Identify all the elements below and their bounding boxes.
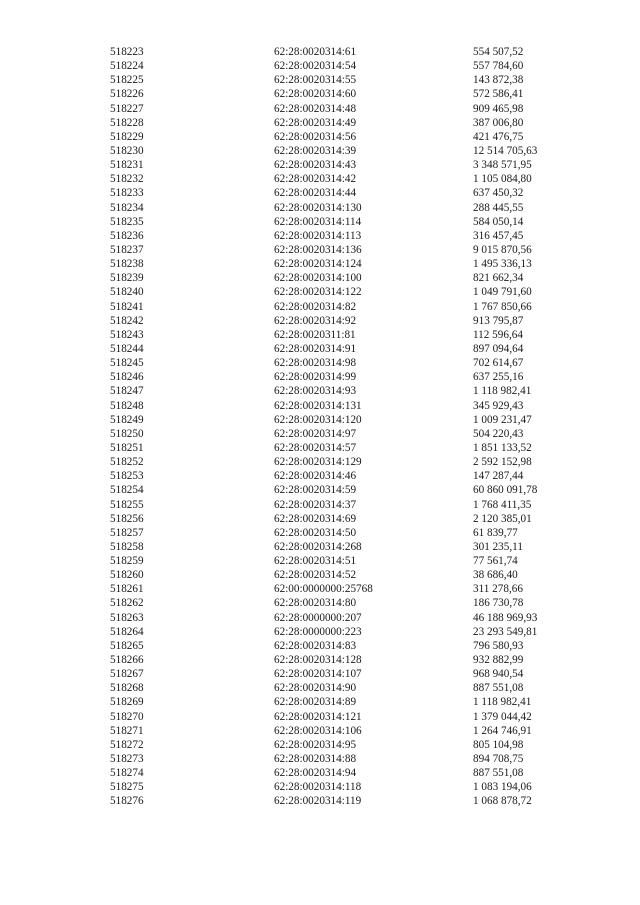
table-row <box>110 611 580 625</box>
cadastral-number: 62:28:0020314:46 <box>274 470 357 483</box>
cadastral-number: 62:28:0020314:48 <box>274 102 357 115</box>
table-row <box>110 399 580 413</box>
table-row <box>110 102 580 116</box>
record-number: 518274 <box>110 767 144 780</box>
cadastral-value: 968 940,54 <box>473 668 524 681</box>
cadastral-value: 1 768 411,35 <box>473 498 532 511</box>
cadastral-number: 62:28:0020314:107 <box>274 668 362 681</box>
cadastral-value: 1 049 791,60 <box>473 286 532 299</box>
record-number: 518229 <box>110 130 144 143</box>
cadastral-value: 1 105 084,80 <box>473 173 532 186</box>
cadastral-number: 62:28:0020314:39 <box>274 144 357 157</box>
record-number: 518241 <box>110 300 144 313</box>
cadastral-number: 62:28:0020314:88 <box>274 753 357 766</box>
cadastral-number: 62:28:0020314:69 <box>274 512 357 525</box>
record-number: 518261 <box>110 583 144 596</box>
cadastral-number: 62:28:0020314:91 <box>274 342 357 355</box>
cadastral-number: 62:28:0020314:44 <box>274 187 357 200</box>
cadastral-number: 62:28:0020314:118 <box>274 781 362 794</box>
table-row <box>110 116 580 130</box>
cadastral-number: 62:28:0020314:37 <box>274 498 357 511</box>
cadastral-value: 2 120 385,01 <box>473 512 532 525</box>
cadastral-value: 301 235,11 <box>473 540 523 553</box>
record-number: 518271 <box>110 724 144 737</box>
cadastral-value: 894 708,75 <box>473 753 524 766</box>
cadastral-value: 345 929,43 <box>473 399 524 412</box>
record-number: 518265 <box>110 639 144 652</box>
cadastral-value: 1 068 878,72 <box>473 795 532 808</box>
record-number: 518243 <box>110 328 144 341</box>
table-row <box>110 596 580 610</box>
table-row <box>110 738 580 752</box>
cadastral-number: 62:28:0020314:54 <box>274 60 357 73</box>
table-row <box>110 314 580 328</box>
table-row <box>110 639 580 653</box>
cadastral-value: 897 094,64 <box>473 342 524 355</box>
record-number: 518226 <box>110 88 144 101</box>
table-row <box>110 285 580 299</box>
cadastral-number: 62:28:0020314:49 <box>274 116 357 129</box>
cadastral-number: 62:28:0020314:120 <box>274 413 362 426</box>
cadastral-number: 62:28:0020314:52 <box>274 569 357 582</box>
cadastral-value: 557 784,60 <box>473 60 524 73</box>
table-row <box>110 667 580 681</box>
table-row <box>110 87 580 101</box>
cadastral-value: 288 445,55 <box>473 201 524 214</box>
cadastral-number: 62:28:0020314:268 <box>274 540 362 553</box>
cadastral-value: 1 767 850,66 <box>473 300 532 313</box>
cadastral-value: 909 465,98 <box>473 102 524 115</box>
record-number: 518275 <box>110 781 144 794</box>
cadastral-value: 387 006,80 <box>473 116 524 129</box>
cadastral-value: 1 118 982,41 <box>473 385 532 398</box>
cadastral-value: 60 860 091,78 <box>473 484 538 497</box>
record-number: 518230 <box>110 144 144 157</box>
record-number: 518266 <box>110 654 144 667</box>
cadastral-number: 62:28:0020314:124 <box>274 258 362 271</box>
cadastral-value: 1 009 231,47 <box>473 413 532 426</box>
cadastral-number: 62:28:0020314:43 <box>274 159 357 172</box>
cadastral-number: 62:28:0020314:83 <box>274 639 357 652</box>
cadastral-value: 554 507,52 <box>473 46 524 58</box>
cadastral-number: 62:28:0020314:131 <box>274 399 362 412</box>
cadastral-number: 62:28:0020314:130 <box>274 201 362 214</box>
cadastral-number: 62:28:0020314:42 <box>274 173 357 186</box>
record-number: 518244 <box>110 342 144 355</box>
cadastral-value: 46 188 969,93 <box>473 611 538 624</box>
table-row <box>110 653 580 667</box>
table-row <box>110 45 580 59</box>
record-number: 518276 <box>110 795 144 808</box>
table-row <box>110 582 580 596</box>
table-row <box>110 498 580 512</box>
cadastral-value: 61 839,77 <box>473 526 518 539</box>
cadastral-number: 62:28:0020314:59 <box>274 484 357 497</box>
record-number: 518267 <box>110 668 144 681</box>
table-row <box>110 144 580 158</box>
table-row <box>110 568 580 582</box>
record-number: 518240 <box>110 286 144 299</box>
table-row <box>110 73 580 87</box>
cadastral-number: 62:28:0020314:113 <box>274 229 362 242</box>
cadastral-value: 3 348 571,95 <box>473 159 532 172</box>
cadastral-number: 62:28:0020314:56 <box>274 130 357 143</box>
cadastral-number: 62:28:0020314:51 <box>274 555 357 568</box>
record-number: 518232 <box>110 173 144 186</box>
table-row <box>110 215 580 229</box>
cadastral-number: 62:28:0000000:207 <box>274 611 362 624</box>
cadastral-number: 62:28:0020314:92 <box>274 314 357 327</box>
record-number: 518246 <box>110 371 144 384</box>
table-row <box>110 243 580 257</box>
record-number: 518264 <box>110 625 144 638</box>
table-row <box>110 229 580 243</box>
cadastral-number: 62:28:0000000:223 <box>274 625 362 638</box>
cadastral-number: 62:28:0020314:80 <box>274 597 357 610</box>
table-row <box>110 625 580 639</box>
table-row <box>110 794 580 808</box>
cadastral-value: 311 278,66 <box>473 583 523 596</box>
record-number: 518259 <box>110 555 144 568</box>
cadastral-value: 913 795,87 <box>473 314 524 327</box>
cadastral-number: 62:28:0020314:114 <box>274 215 362 228</box>
record-number: 518250 <box>110 427 144 440</box>
table-row <box>110 540 580 554</box>
table-row <box>110 512 580 526</box>
cadastral-value: 821 662,34 <box>473 272 524 285</box>
record-number: 518262 <box>110 597 144 610</box>
record-number: 518251 <box>110 441 144 454</box>
cadastral-number: 62:28:0020314:136 <box>274 243 362 256</box>
cadastral-number: 62:28:0020314:97 <box>274 427 357 440</box>
table-row <box>110 427 580 441</box>
record-number: 518255 <box>110 498 144 511</box>
cadastral-number: 62:00:0000000:25768 <box>274 583 373 596</box>
cadastral-value: 1 851 133,52 <box>473 441 532 454</box>
cadastral-number: 62:28:0020314:95 <box>274 738 357 751</box>
table-row <box>110 384 580 398</box>
record-number: 518237 <box>110 243 144 256</box>
record-number: 518227 <box>110 102 144 115</box>
record-number: 518234 <box>110 201 144 214</box>
cadastral-value: 1 083 194,06 <box>473 781 532 794</box>
record-number: 518257 <box>110 526 144 539</box>
cadastral-value: 1 495 336,13 <box>473 258 532 271</box>
cadastral-value: 9 015 870,56 <box>473 243 532 256</box>
cadastral-number: 62:28:0020311:81 <box>274 328 356 341</box>
record-number: 518248 <box>110 399 144 412</box>
record-number: 518249 <box>110 413 144 426</box>
table-row <box>110 695 580 709</box>
cadastral-value: 702 614,67 <box>473 357 524 370</box>
record-number: 518231 <box>110 159 144 172</box>
record-number: 518223 <box>110 46 144 58</box>
cadastral-value: 584 050,14 <box>473 215 524 228</box>
cadastral-value: 1 264 746,91 <box>473 724 532 737</box>
record-number: 518233 <box>110 187 144 200</box>
cadastral-value: 143 872,38 <box>473 74 524 87</box>
cadastral-value: 1 118 982,41 <box>473 696 532 709</box>
cadastral-value: 77 561,74 <box>473 555 518 568</box>
table-row <box>110 328 580 342</box>
record-number: 518272 <box>110 738 144 751</box>
cadastral-number: 62:28:0020314:99 <box>274 371 357 384</box>
cadastral-value: 504 220,43 <box>473 427 524 440</box>
table-row <box>110 59 580 73</box>
table-row <box>110 455 580 469</box>
cadastral-number: 62:28:0020314:50 <box>274 526 357 539</box>
cadastral-number: 62:28:0020314:55 <box>274 74 357 87</box>
cadastral-value: 796 580,93 <box>473 639 524 652</box>
cadastral-number: 62:28:0020314:128 <box>274 654 362 667</box>
table-row <box>110 441 580 455</box>
cadastral-number: 62:28:0020314:129 <box>274 456 362 469</box>
record-number: 518273 <box>110 753 144 766</box>
cadastral-value: 112 596,64 <box>473 328 523 341</box>
record-number: 518242 <box>110 314 144 327</box>
cadastral-number: 62:28:0020314:60 <box>274 88 357 101</box>
record-number: 518245 <box>110 357 144 370</box>
cadastral-value: 932 882,99 <box>473 654 524 667</box>
table-row <box>110 483 580 497</box>
cadastral-value: 23 293 549,81 <box>473 625 538 638</box>
cadastral-value: 805 104,98 <box>473 738 524 751</box>
record-number: 518239 <box>110 272 144 285</box>
table-row <box>110 554 580 568</box>
record-number: 518228 <box>110 116 144 129</box>
table-row <box>110 752 580 766</box>
table-row <box>110 186 580 200</box>
record-number: 518268 <box>110 682 144 695</box>
table-row <box>110 271 580 285</box>
record-number: 518225 <box>110 74 144 87</box>
table-row <box>110 766 580 780</box>
record-number: 518254 <box>110 484 144 497</box>
cadastral-value: 887 551,08 <box>473 767 524 780</box>
cadastral-number: 62:28:0020314:98 <box>274 357 357 370</box>
record-number: 518238 <box>110 258 144 271</box>
cadastral-number: 62:28:0020314:89 <box>274 696 357 709</box>
cadastral-value: 1 379 044,42 <box>473 710 532 723</box>
record-number: 518235 <box>110 215 144 228</box>
cadastral-value: 316 457,45 <box>473 229 524 242</box>
table-row <box>110 201 580 215</box>
cadastral-number: 62:28:0020314:61 <box>274 46 357 58</box>
table-row <box>110 342 580 356</box>
table-row <box>110 724 580 738</box>
table-row <box>110 526 580 540</box>
record-number: 518247 <box>110 385 144 398</box>
cadastral-value: 637 255,16 <box>473 371 524 384</box>
records-table <box>110 45 580 809</box>
cadastral-number: 62:28:0020314:106 <box>274 724 362 737</box>
record-number: 518253 <box>110 470 144 483</box>
cadastral-value: 186 730,78 <box>473 597 524 610</box>
table-row <box>110 300 580 314</box>
cadastral-number: 62:28:0020314:122 <box>274 286 362 299</box>
table-row <box>110 469 580 483</box>
cadastral-value: 887 551,08 <box>473 682 524 695</box>
table-row <box>110 370 580 384</box>
cadastral-number: 62:28:0020314:100 <box>274 272 362 285</box>
record-number: 518270 <box>110 710 144 723</box>
cadastral-value: 421 476,75 <box>473 130 524 143</box>
table-row <box>110 158 580 172</box>
cadastral-number: 62:28:0020314:121 <box>274 710 362 723</box>
record-number: 518258 <box>110 540 144 553</box>
cadastral-number: 62:28:0020314:93 <box>274 385 357 398</box>
record-number: 518263 <box>110 611 144 624</box>
table-row <box>110 257 580 271</box>
record-number: 518252 <box>110 456 144 469</box>
cadastral-value: 572 586,41 <box>473 88 524 101</box>
table-row <box>110 356 580 370</box>
cadastral-number: 62:28:0020314:82 <box>274 300 357 313</box>
table-row <box>110 780 580 794</box>
cadastral-number: 62:28:0020314:119 <box>274 795 362 808</box>
record-number: 518256 <box>110 512 144 525</box>
cadastral-value: 12 514 705,63 <box>473 144 538 157</box>
record-number: 518224 <box>110 60 144 73</box>
cadastral-number: 62:28:0020314:57 <box>274 441 357 454</box>
table-row <box>110 130 580 144</box>
cadastral-number: 62:28:0020314:90 <box>274 682 357 695</box>
cadastral-value: 147 287,44 <box>473 470 524 483</box>
cadastral-value: 2 592 152,98 <box>473 456 532 469</box>
table-row <box>110 681 580 695</box>
table-row <box>110 413 580 427</box>
table-row <box>110 172 580 186</box>
table-row <box>110 710 580 724</box>
record-number: 518236 <box>110 229 144 242</box>
record-number: 518260 <box>110 569 144 582</box>
cadastral-value: 637 450,32 <box>473 187 524 200</box>
cadastral-number: 62:28:0020314:94 <box>274 767 357 780</box>
record-number: 518269 <box>110 696 144 709</box>
cadastral-value: 38 686,40 <box>473 569 518 582</box>
